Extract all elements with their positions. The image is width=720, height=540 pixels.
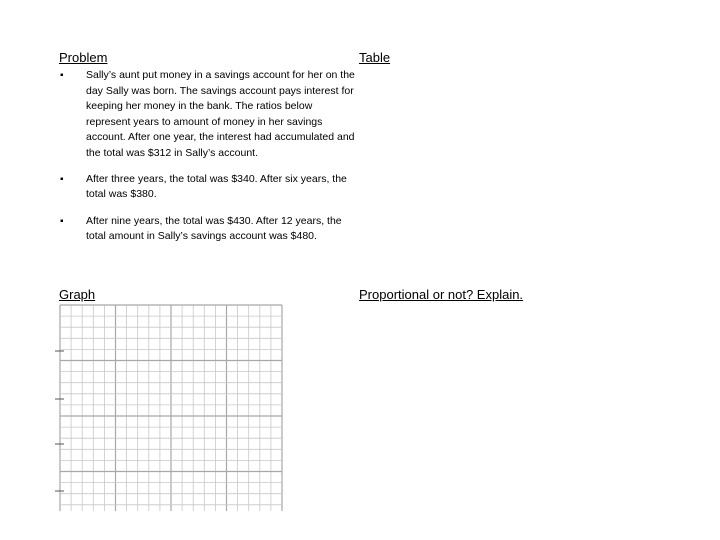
- problem-heading: Problem: [59, 50, 108, 65]
- problem-item-text: After nine years, the total was $430. After 12 years, the total amount in Sally’s savings account was $480.: [86, 214, 342, 243]
- proportional-heading: Proportional or not? Explain.: [359, 287, 524, 302]
- problem-item-3: [58, 214, 358, 245]
- problem-item-2: [58, 172, 358, 203]
- bullet-icon: ▪: [60, 215, 64, 227]
- problem-item-text: After three years, the total was $340. After six years, the total was $380.: [86, 172, 347, 201]
- bullet-icon: ▪: [60, 173, 64, 185]
- table-heading: Table: [359, 50, 391, 65]
- problem-list: [58, 68, 358, 245]
- problem-item-1: [58, 68, 358, 162]
- graph-grid: [55, 303, 285, 513]
- problem-item-text: Sally’s aunt put money in a savings account for her on the day Sally was born. The savings account pays interest for keeping her money in the bank. The ratios below represent years to amount of money in her savings account. After one year, the interest had accumulated and the total was $312 in Sally’s account.: [86, 69, 355, 159]
- bullet-icon: ▪: [60, 70, 64, 81]
- graph-heading: Graph: [59, 287, 96, 302]
